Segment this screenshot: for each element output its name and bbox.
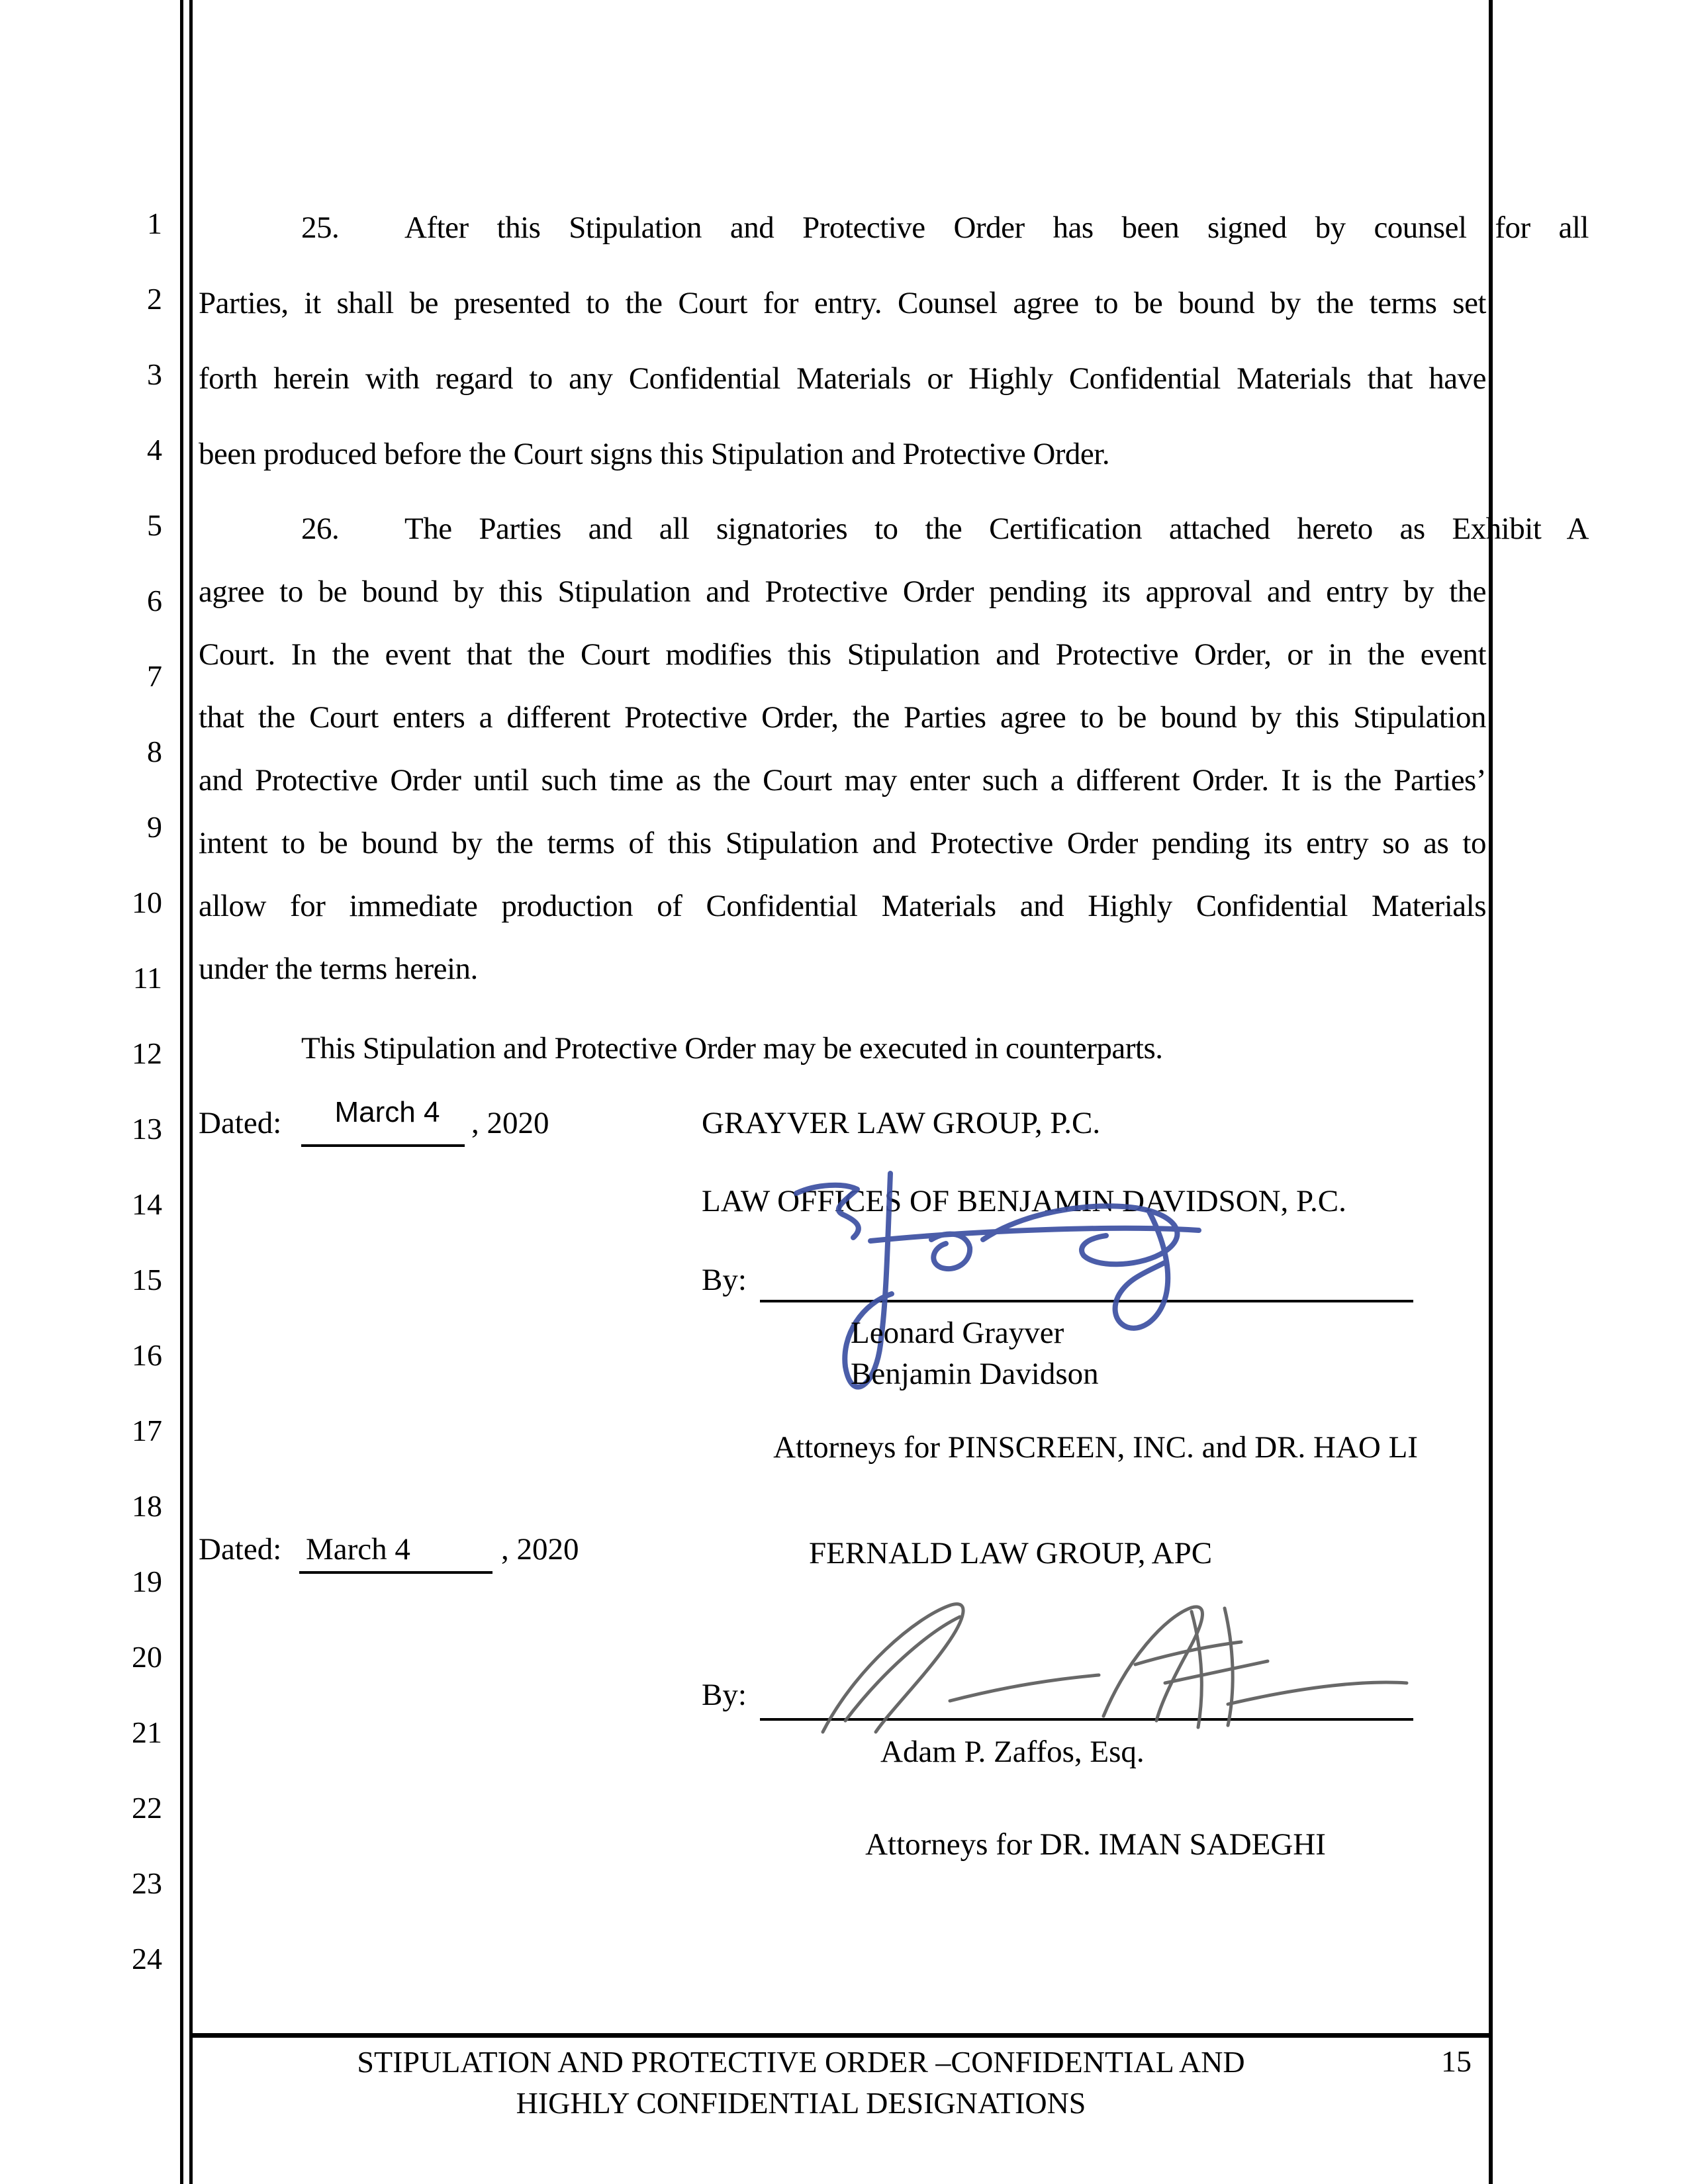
body-line: allow for immediate production of Confidential Materials and Highly Confidential Materials [199,889,1486,923]
attorneys-for-pinscreen: Attorneys for PINSCREEN, INC. and DR. HAO LI [773,1430,1418,1465]
line-number: 3 [147,357,162,391]
page-number: 15 [1441,2044,1472,2078]
attorneys-for-sadeghi: Attorneys for DR. IMAN SADEGHI [865,1827,1326,1862]
left-double-rule-outer [180,0,183,2184]
firm-name-fernald: FERNALD LAW GROUP, APC [809,1536,1213,1570]
date-underline-2 [299,1571,492,1574]
date-year-1: , 2020 [471,1106,549,1140]
body-line: 25. After this Stipulation and Protective Order has been signed by counsel for all [199,208,1486,247]
line-number: 11 [132,961,162,995]
line-number: 7 [147,659,162,693]
signer-name-zaffos: Adam P. Zaffos, Esq. [880,1735,1145,1769]
counterparts-line: This Stipulation and Protective Order may be executed in counterparts. [301,1031,1163,1066]
dated-label-2: Dated: [199,1532,282,1567]
body-line: forth herein with regard to any Confidential Materials or Highly Confidential Materials that have [199,361,1486,396]
line-number: 2 [147,282,162,316]
line-number: 12 [132,1036,162,1070]
line-number: 6 [147,584,162,617]
line-number: 18 [132,1489,162,1523]
signature-line-1 [760,1300,1413,1302]
body-line: Parties, it shall be presented to the Court for entry. Counsel agree to be bound by the terms set [199,286,1486,320]
line-number: 21 [132,1715,162,1749]
line-number: 14 [132,1187,162,1221]
body-line: that the Court enters a different Protective Order, the Parties agree to be bound by this Stipulation [199,700,1486,735]
date-value-1: March 4 [334,1096,440,1128]
body-line: been produced before the Court signs this Stipulation and Protective Order. [199,437,1110,471]
line-number: 13 [132,1112,162,1146]
left-double-rule-inner [189,0,193,2184]
line-number: 19 [132,1565,162,1598]
line-number: 22 [132,1791,162,1825]
paragraph-number: 26. [301,512,340,546]
line-number: 24 [132,1942,162,1976]
body-line: 26. The Parties and all signatories to the Certification attached hereto as Exhibit A [199,510,1486,548]
line-number: 16 [132,1338,162,1372]
date-year-2: , 2020 [501,1532,579,1567]
body-line: intent to be bound by the terms of this Stipulation and Protective Order pending its entry so as to [199,826,1486,860]
date-value-2: March 4 [306,1532,410,1567]
line-number: 8 [147,735,162,768]
firm-name-davidson: LAW OFFICES OF BENJAMIN DAVIDSON, P.C. [702,1184,1346,1218]
date-underline-1 [301,1144,465,1147]
line-number: 1 [147,206,162,240]
line-number: 4 [147,433,162,467]
firm-name-grayver: GRAYVER LAW GROUP, P.C. [702,1106,1101,1140]
line-number: 15 [132,1263,162,1297]
line-number: 23 [132,1866,162,1900]
signer-name-davidson: Benjamin Davidson [851,1357,1099,1391]
footer-title-line2: HIGHLY CONFIDENTIAL DESIGNATIONS [516,2086,1086,2120]
line-number: 5 [147,508,162,542]
footer-title-line1: STIPULATION AND PROTECTIVE ORDER –CONFIDENTIAL AND [357,2045,1245,2079]
dated-label-1: Dated: [199,1106,282,1140]
paragraph-number: 25. [301,210,340,245]
signer-name-grayver: Leonard Grayver [851,1316,1064,1350]
body-line: and Protective Order until such time as the Court may enter such a different Order. It is the Parties’ [199,763,1486,797]
body-line: agree to be bound by this Stipulation and Protective Order pending its approval and entry by the [199,574,1486,609]
line-number: 20 [132,1640,162,1674]
footer-rule [192,2033,1489,2038]
footer-title [192,2042,1410,2124]
signature-line-2 [760,1718,1413,1721]
body-line: under the terms herein. [199,952,478,986]
line-number: 17 [132,1414,162,1447]
line-number: 9 [147,810,162,844]
body-line: Court. In the event that the Court modifies this Stipulation and Protective Order, or in the event [199,637,1486,672]
by-label-1: By: [702,1263,747,1297]
line-number: 10 [132,886,162,919]
by-label-2: By: [702,1678,747,1712]
